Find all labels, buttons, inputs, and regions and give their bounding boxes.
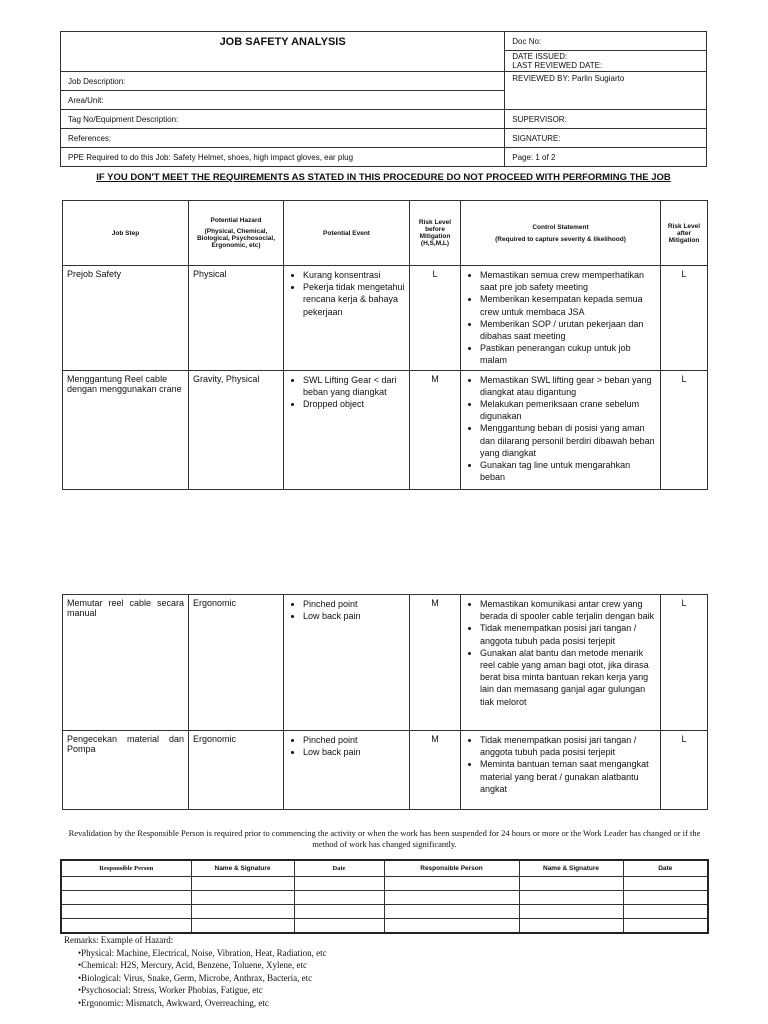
list-item: • Psychosocial: Stress, Worker Phobias, Fatigue, etc xyxy=(78,984,327,997)
risk-before-cell: M xyxy=(410,595,461,731)
hazard-cell: Ergonomic xyxy=(189,595,284,731)
list-item: • Memberikan SOP / urutan pekerjaan dan dibahas saat meeting xyxy=(480,318,656,342)
col-risk-before: Risk Level before Mitigation (H,S,M,L) xyxy=(410,201,461,266)
event-cell xyxy=(284,266,410,371)
list-item: • Meminta bantuan teman saat mengangkat material yang berat / gunakan alatbantu angkat xyxy=(480,758,656,795)
last-reviewed-label: LAST REVIEWED DATE: xyxy=(512,61,603,70)
list-item: • Gunakan tag line untuk mengarahkan beban xyxy=(480,459,656,483)
job-step-cell: Menggantung Reel cable dengan menggunakan crane xyxy=(63,370,189,489)
jsa-table-part-1 xyxy=(62,200,708,490)
table-row xyxy=(61,876,708,890)
list-item: • Chemical: H2S, Mercury, Acid, Benzene, Toluene, Xylene, etc xyxy=(78,959,327,972)
list-item: • Biological: Virus, Snake, Germ, Microbe, Anthrax, Bacteria, etc xyxy=(78,972,327,985)
hazard-cell: Physical xyxy=(189,266,284,371)
hazard-remarks xyxy=(64,934,327,1009)
list-item: • Pastikan penerangan cukup untuk job malam xyxy=(480,342,656,366)
resp-col-date-2: Date xyxy=(623,860,708,876)
control-subtitle: (Required to capture severity & likelihood) xyxy=(495,235,626,243)
hazard-subtitle: (Physical, Chemical, Biological, Psychosocial, Ergonomic, etc) xyxy=(196,228,276,249)
page-number: Page: 1 of 2 xyxy=(505,148,707,167)
risk-after-cell: L xyxy=(661,370,708,489)
list-item: • SWL Lifting Gear < dari beban yang diangkat xyxy=(303,374,405,398)
list-item: • Memastikan SWL lifting gear > beban yang diangkat atau digantung xyxy=(480,374,656,398)
resp-col-responsible-person-2: Responsible Person xyxy=(384,860,519,876)
hazard-cell: Gravity, Physical xyxy=(189,370,284,489)
list-item: • Pinched point xyxy=(303,734,405,746)
list-item: • Melakukan pemeriksaan crane sebelum digunakan xyxy=(480,398,656,422)
table-row xyxy=(61,890,708,904)
col-potential-hazard xyxy=(189,201,284,266)
reviewed-by-field: REVIEWED BY: Parlin Sugiarto xyxy=(505,72,707,110)
table-row xyxy=(63,731,708,810)
col-potential-event: Potential Event xyxy=(284,201,410,266)
control-cell xyxy=(461,266,661,371)
col-control-statement xyxy=(461,201,661,266)
resp-col-name-signature: Name & Signature xyxy=(191,860,294,876)
risk-before-cell: M xyxy=(410,370,461,489)
resp-col-date: Date xyxy=(294,860,384,876)
list-item: • Dropped object xyxy=(303,398,405,410)
doc-no-field: Doc No: xyxy=(505,32,707,51)
job-step-cell: Pengecekan material dan Pompa xyxy=(63,731,189,810)
list-item: • Memberikan kesempatan kepada semua crew untuk membaca JSA xyxy=(480,293,656,317)
table-row xyxy=(61,918,708,933)
jsa-table-part-2 xyxy=(62,594,708,810)
risk-before-cell: M xyxy=(410,731,461,810)
risk-after-cell: L xyxy=(661,595,708,731)
list-item: • Physical: Machine, Electrical, Noise, Vibration, Heat, Radiation, etc xyxy=(78,947,327,960)
document-header-table xyxy=(60,31,707,167)
table-row xyxy=(63,370,708,489)
warning-statement: IF YOU DON'T MEET THE REQUIREMENTS AS STATED IN THIS PROCEDURE DO NOT PROCEED WITH PERFORMING THE JOB xyxy=(96,172,671,183)
list-item: • Tidak menempatkan posisi jari tangan / anggota tubuh pada posisi terjepit xyxy=(480,622,656,646)
list-item: • Pinched point xyxy=(303,598,405,610)
event-cell xyxy=(284,370,410,489)
list-item: • Gunakan alat bantu dan metode menarik reel cable yang aman bagi otot, jika dirasa berat bisa minta bantuan rekan kerja yang lain dan memasang ganjal agar gulungan tiak melorot xyxy=(480,647,656,708)
list-item: • Low back pain xyxy=(303,746,405,758)
area-unit-field: Area/Unit: xyxy=(61,91,505,110)
remarks-title: Remarks: Example of Hazard: xyxy=(64,935,174,945)
supervisor-field: SUPERVISOR: xyxy=(505,110,707,129)
list-item: • Ergonomic: Mismatch, Awkward, Overreaching, etc xyxy=(78,997,327,1010)
signature-field: SIGNATURE: xyxy=(505,129,707,148)
list-item: • Memastikan komunikasi antar crew yang berada di spooler cable terjalin dengan baik xyxy=(480,598,656,622)
table-row xyxy=(63,266,708,371)
list-item: • Kurang konsentrasi xyxy=(303,269,405,281)
table-row xyxy=(61,904,708,918)
risk-before-cell: L xyxy=(410,266,461,371)
jsa-header-row xyxy=(63,201,708,266)
control-cell xyxy=(461,595,661,731)
resp-col-name-signature-2: Name & Signature xyxy=(519,860,623,876)
list-item: • Memastikan semua crew memperhatikan saat pre job safety meeting xyxy=(480,269,656,293)
control-title: Control Statement xyxy=(532,223,589,231)
list-item: • Tidak menempatkan posisi jari tangan / anggota tubuh pada posisi terjepit xyxy=(480,734,656,758)
job-step-cell: Memutar reel cable secara manual xyxy=(63,595,189,731)
control-cell xyxy=(461,731,661,810)
control-cell xyxy=(461,370,661,489)
ppe-field: PPE Required to do this Job: Safety Helmet, shoes, high impact gloves, ear plug xyxy=(61,148,505,167)
date-fields xyxy=(505,51,707,72)
col-job-step: Job Step xyxy=(63,201,189,266)
responsible-person-table xyxy=(60,859,709,934)
risk-after-cell: L xyxy=(661,731,708,810)
event-cell xyxy=(284,731,410,810)
job-description-field: Job Description: xyxy=(61,72,505,91)
col-risk-after: Risk Level after Mitigation xyxy=(661,201,708,266)
hazard-title: Potential Hazard xyxy=(210,217,262,224)
tag-no-field: Tag No/Equipment Description: xyxy=(61,110,505,129)
table-row xyxy=(63,595,708,731)
event-cell xyxy=(284,595,410,731)
document-title: JOB SAFETY ANALYSIS xyxy=(61,32,505,72)
risk-after-cell: L xyxy=(661,266,708,371)
revalidation-note: Revalidation by the Responsible Person is required prior to commencing the activity or when the work has been suspended for 24 hours or more or the Work Leader has changed or if the method of work has changed significantly. xyxy=(68,828,701,849)
hazard-cell: Ergonomic xyxy=(189,731,284,810)
resp-col-responsible-person: Responsible Person xyxy=(61,860,191,876)
list-item: • Pekerja tidak mengetahui rencana kerja & bahaya pekerjaan xyxy=(303,281,405,318)
references-field: References: xyxy=(61,129,505,148)
list-item: • Menggantung beban di posisi yang aman dan dilarang personil berdiri dibawah beban yang diangkat xyxy=(480,422,656,459)
date-issued-label: DATE ISSUED: xyxy=(512,52,568,61)
list-item: • Low back pain xyxy=(303,610,405,622)
job-step-cell: Prejob Safety xyxy=(63,266,189,371)
